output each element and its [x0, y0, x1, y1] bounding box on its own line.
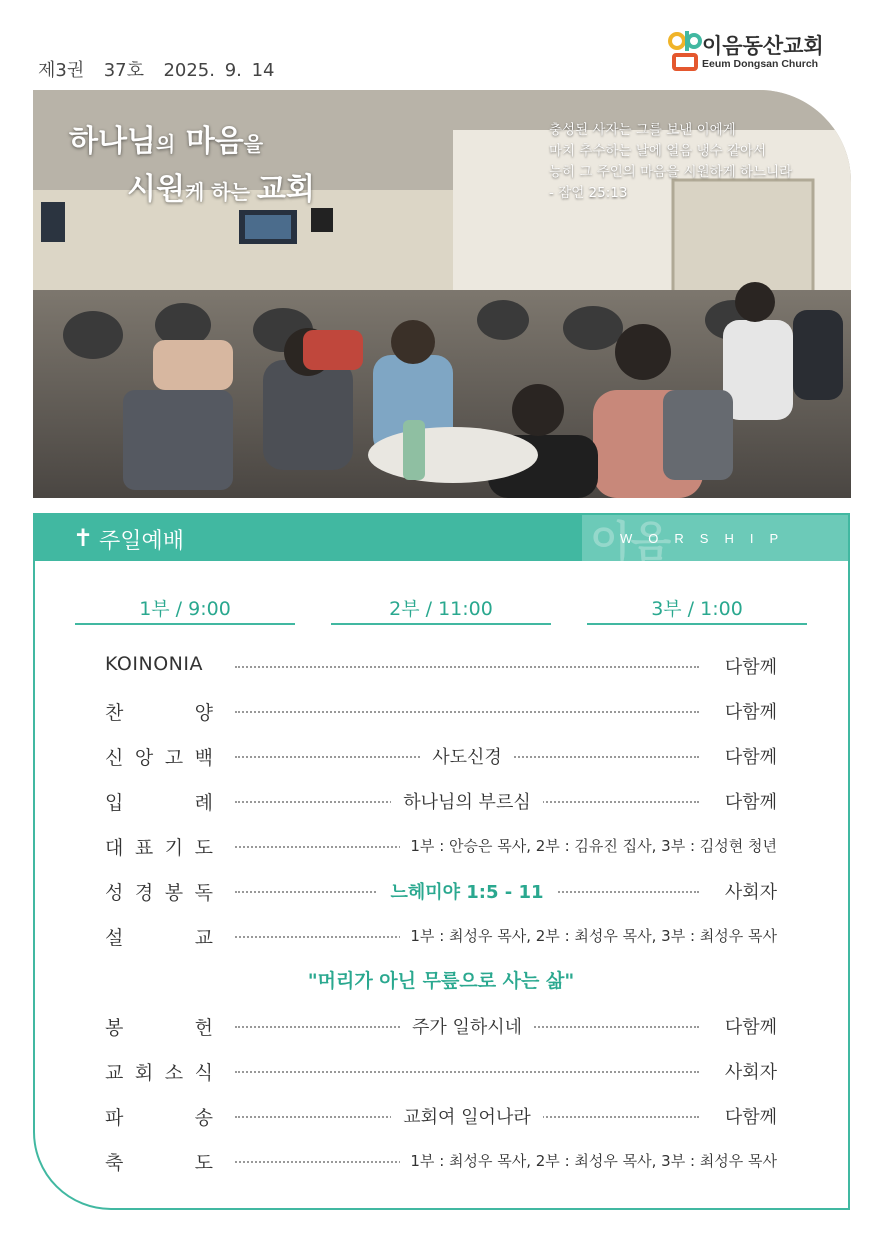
- order-label: KOINONIA: [105, 653, 203, 675]
- issue-date: 2025. 9. 14: [163, 60, 275, 81]
- order-performer: 사회자: [713, 1062, 777, 1083]
- order-label: 찬 양: [105, 702, 213, 724]
- order-label: 성 경 봉 독: [105, 882, 213, 904]
- tagline-word: 하나님: [69, 124, 156, 159]
- order-content: 하나님의 부르심: [391, 792, 542, 813]
- service-underline: [331, 623, 551, 625]
- order-of-worship: [105, 651, 777, 1191]
- order-row: [105, 876, 777, 921]
- dotted-leader: [235, 666, 699, 668]
- verse-line: 능히 그 주인의 마음을 시원하게 하느니라: [549, 164, 793, 180]
- order-row: [105, 741, 777, 786]
- order-content: 사도신경: [420, 747, 514, 768]
- order-label: 대 표 기 도: [105, 837, 213, 859]
- church-name: 이음동산교회: [702, 34, 824, 58]
- volume: 제3권: [38, 60, 85, 81]
- tagline-word: 교회: [256, 172, 315, 207]
- bible-verse: [549, 120, 792, 204]
- order-label: 교 회 소 식: [105, 1062, 213, 1084]
- tagline-particle: 을: [243, 132, 264, 156]
- section-title: 주일예배: [99, 529, 185, 554]
- church-logo: [668, 28, 858, 78]
- service-time-1: 1부 / 9:00: [139, 598, 231, 620]
- verse-line: 충성된 사자는 그를 보낸 이에게: [549, 122, 736, 138]
- dotted-leader: [235, 711, 699, 713]
- order-label: 신 앙 고 백: [105, 747, 213, 769]
- service-underline: [587, 623, 807, 625]
- tagline-word: 마음: [175, 124, 244, 159]
- order-label: 봉 헌: [105, 1017, 213, 1039]
- order-performer: 다함께: [713, 1107, 777, 1128]
- section-header: [35, 515, 848, 561]
- dotted-leader: [235, 1071, 699, 1073]
- order-row: [105, 786, 777, 831]
- order-label: 파 송: [105, 1107, 213, 1129]
- tagline: [69, 116, 315, 208]
- hero-photo: [33, 90, 851, 498]
- order-performer: 다함께: [713, 747, 777, 768]
- logo-watermark: 이음: [590, 517, 672, 561]
- issue-number: 37호: [103, 60, 144, 81]
- order-content: 교회여 일어나라: [391, 1107, 542, 1128]
- tagline-particle: 케 하는: [184, 180, 257, 204]
- church-name-en: Eeum Dongsan Church: [702, 58, 819, 70]
- scripture-reading: 느헤미야 1:5 - 11: [378, 882, 555, 903]
- order-row: [105, 1056, 777, 1101]
- order-row: [105, 831, 777, 876]
- service-time-2: 2부 / 11:00: [389, 598, 493, 620]
- order-performer: 다함께: [713, 792, 777, 813]
- verse-reference: - 잠언 25:13: [549, 185, 628, 201]
- section-header-accent: [582, 515, 848, 561]
- order-label: 입 례: [105, 792, 213, 814]
- order-content: 주가 일하시네: [400, 1017, 534, 1038]
- tagline-particle: 의: [155, 132, 176, 156]
- order-performer: 다함께: [713, 702, 777, 723]
- sermon-title: "머리가 아닌 무릎으로 사는 삶": [307, 970, 575, 992]
- logo-mark-icon: [668, 28, 702, 74]
- order-detail: 1부 : 최성우 목사, 2부 : 최성우 목사, 3부 : 최성우 목사: [400, 1152, 777, 1170]
- order-row: [105, 921, 777, 966]
- order-row: [105, 1101, 777, 1146]
- service-underline: [75, 623, 295, 625]
- order-detail: 1부 : 최성우 목사, 2부 : 최성우 목사, 3부 : 최성우 목사: [400, 927, 777, 945]
- order-row: [105, 1011, 777, 1056]
- tagline-word: 시원: [127, 172, 185, 207]
- service-time-3: 3부 / 1:00: [651, 598, 743, 620]
- verse-line: 마치 추수하는 날에 얼음 냉수 같아서: [549, 143, 767, 159]
- issue-info: [38, 56, 275, 82]
- order-detail: 1부 : 안승은 목사, 2부 : 김유진 집사, 3부 : 김성현 청년: [400, 837, 777, 855]
- order-row: [105, 696, 777, 741]
- cross-icon: ✝: [73, 524, 94, 552]
- section-title-en: WORSHIP: [620, 531, 795, 546]
- worship-panel: [33, 513, 850, 1210]
- order-performer: 다함께: [713, 657, 777, 678]
- order-performer: 사회자: [713, 882, 777, 903]
- order-row: [105, 1146, 777, 1191]
- order-label: 축 도: [105, 1152, 213, 1174]
- order-label: 설 교: [105, 927, 213, 949]
- order-performer: 다함께: [713, 1017, 777, 1038]
- order-row: [105, 651, 777, 696]
